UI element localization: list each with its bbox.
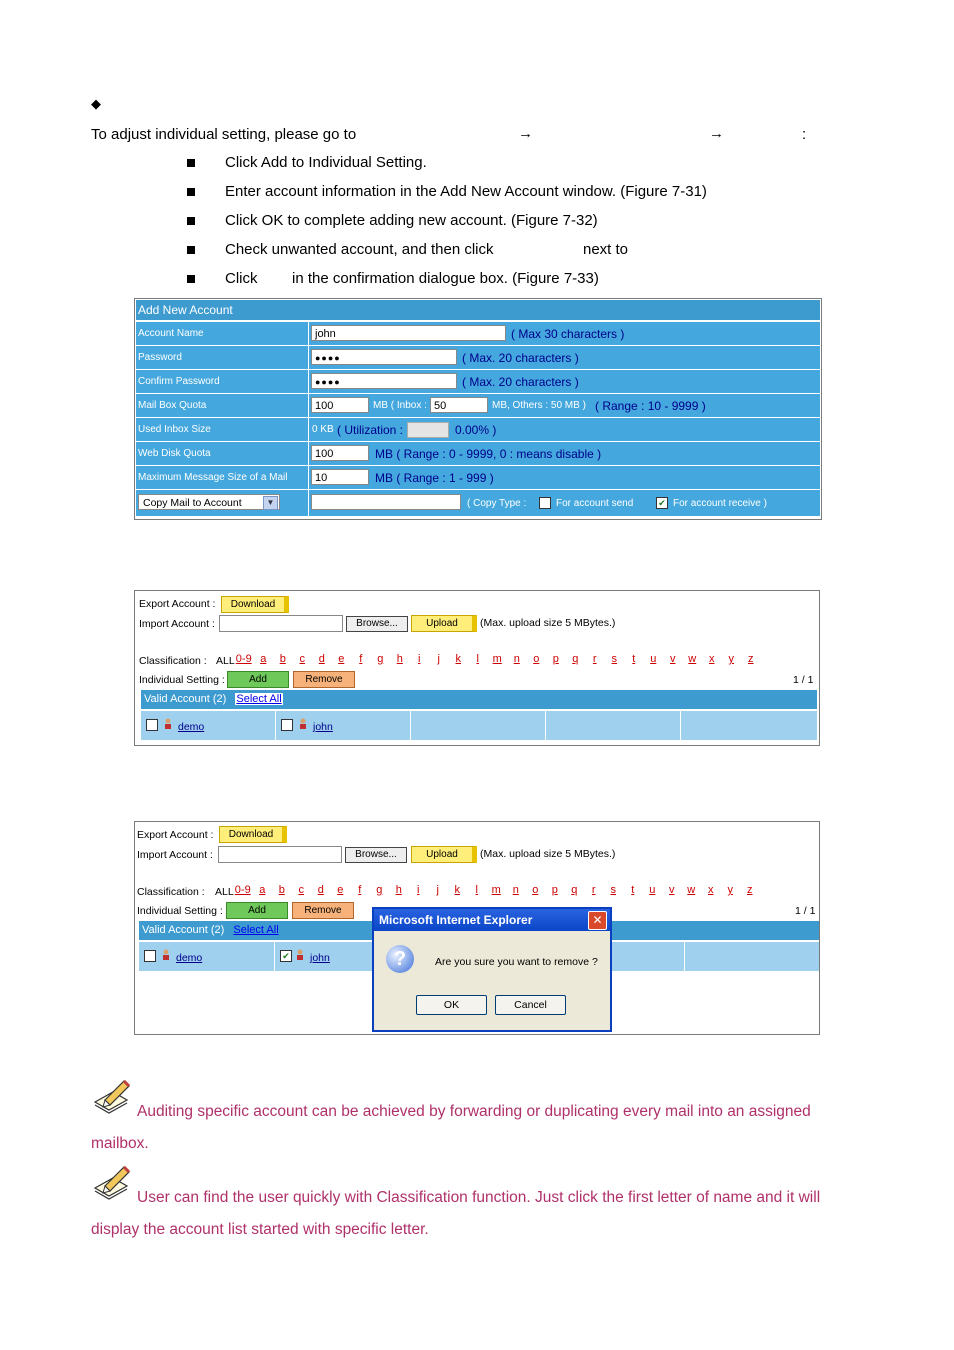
- step-4-suffix: next to: [583, 241, 629, 258]
- account-cell: [141, 711, 276, 740]
- classification-letter[interactable]: b: [278, 884, 285, 896]
- classification-letter[interactable]: z: [747, 884, 753, 896]
- dialog-title: [374, 909, 610, 931]
- classification-letter[interactable]: o: [533, 653, 540, 665]
- copy-mail-select[interactable]: [138, 494, 280, 510]
- diamond-bullet: ◆: [91, 96, 101, 111]
- valid-account-count: Valid Account (2): [142, 924, 225, 936]
- cancel-button[interactable]: Cancel: [495, 995, 566, 1015]
- for-receive-checkbox[interactable]: ✔: [656, 497, 668, 509]
- classification-letter[interactable]: k: [455, 653, 461, 665]
- classification-letter[interactable]: m: [492, 653, 502, 665]
- account-name-input[interactable]: john: [311, 325, 506, 341]
- account-cell-empty: [681, 711, 816, 740]
- select-all-link[interactable]: Select All: [236, 693, 282, 705]
- mailbox-range-hint: ( Range : 10 - 9999 ): [595, 399, 706, 413]
- note-2-line-1: User can find the user quickly with Classification function. Just click the first letter of name and it will: [137, 1189, 821, 1206]
- classification-letter[interactable]: y: [727, 884, 733, 896]
- classification-letter[interactable]: t: [631, 884, 635, 896]
- step-1: Click Add to Individual Setting.: [225, 154, 427, 171]
- classification-letter[interactable]: p: [551, 884, 558, 896]
- for-send-checkbox[interactable]: [539, 497, 551, 509]
- classification-letter[interactable]: x: [708, 884, 714, 896]
- web-disk-label: Web Disk Quota: [138, 448, 211, 459]
- max-message-input[interactable]: 10: [311, 469, 369, 485]
- arrow-icon: →: [709, 125, 724, 142]
- pager: 1 / 1: [795, 905, 816, 917]
- browse-button[interactable]: Browse...: [345, 847, 407, 863]
- note-pencil-icon: [91, 1078, 131, 1116]
- select-all-link[interactable]: Select All: [233, 924, 279, 936]
- upload-button[interactable]: Upload: [411, 846, 477, 863]
- classification-letter[interactable]: q: [572, 653, 579, 665]
- square-bullet: [187, 246, 195, 254]
- classification-letter[interactable]: m: [491, 884, 501, 896]
- classification-letter[interactable]: g: [376, 884, 383, 896]
- note-2-line-2: display the account list started with specific letter.: [91, 1221, 429, 1238]
- dialog-title-text: Microsoft Internet Explorer: [379, 913, 533, 927]
- classification-letter[interactable]: f: [359, 653, 363, 665]
- valid-account-bar: [141, 690, 817, 709]
- classification-letter[interactable]: b: [279, 653, 286, 665]
- account-cell-empty: [546, 711, 681, 740]
- classification-letter[interactable]: r: [592, 653, 597, 665]
- export-label: Export Account :: [137, 829, 214, 841]
- step-5: Click: [225, 270, 258, 287]
- classification-letter[interactable]: v: [669, 884, 675, 896]
- classification-letter[interactable]: d: [318, 653, 325, 665]
- upload-hint: (Max. upload size 5 MBytes.): [480, 617, 616, 629]
- classification-letter[interactable]: 0-9: [234, 884, 251, 896]
- classification-letter[interactable]: g: [377, 653, 384, 665]
- account-link-john[interactable]: john: [313, 721, 333, 733]
- classification-letter[interactable]: l: [476, 653, 479, 665]
- import-file-input[interactable]: [219, 615, 343, 632]
- classification-letter[interactable]: i: [418, 653, 421, 665]
- confirm-password-row: [136, 370, 820, 393]
- account-name-row: [136, 322, 820, 345]
- square-bullet: [187, 188, 195, 196]
- remove-button[interactable]: Remove: [292, 902, 354, 919]
- classification-letter[interactable]: 0-9: [235, 653, 252, 665]
- account-name-label: Account Name: [138, 328, 204, 339]
- square-bullet: [187, 217, 195, 225]
- square-bullet: [187, 275, 195, 283]
- add-button[interactable]: Add: [226, 902, 288, 919]
- copy-type-label: ( Copy Type :: [467, 498, 527, 509]
- utilization-percent: 0.00% ): [455, 423, 497, 437]
- question-icon: ?: [386, 945, 414, 973]
- confirm-password-label: Confirm Password: [138, 376, 220, 387]
- used-inbox-row: [136, 418, 820, 441]
- intro-colon: :: [802, 126, 807, 143]
- export-label: Export Account :: [139, 598, 216, 610]
- classification-letter[interactable]: f: [358, 884, 362, 896]
- account-link-demo[interactable]: demo: [176, 952, 203, 964]
- add-new-account-form: [134, 298, 822, 520]
- note-1-line-1: Auditing specific account can be achieved by forwarding or duplicating every mail into an assigned: [137, 1103, 811, 1120]
- classification-letter[interactable]: z: [748, 653, 754, 665]
- account-checkbox-john[interactable]: [281, 719, 293, 731]
- account-checkbox-john-checked[interactable]: ✔: [280, 950, 292, 962]
- classification-all[interactable]: ALL: [215, 886, 234, 898]
- classification-letter[interactable]: n: [513, 653, 520, 665]
- ok-button[interactable]: OK: [416, 995, 487, 1015]
- classification-letter[interactable]: l: [475, 884, 478, 896]
- account-checkbox-demo[interactable]: [146, 719, 158, 731]
- account-name-hint: ( Max 30 characters ): [511, 327, 625, 341]
- for-send-label: For account send: [556, 498, 634, 509]
- dialog-message: Are you sure you want to remove ?: [435, 956, 598, 968]
- classification-letter[interactable]: y: [728, 653, 734, 665]
- classification-letter[interactable]: r: [591, 884, 596, 896]
- password-label: Password: [138, 352, 182, 363]
- intro-text: To adjust individual setting, please go to: [91, 126, 357, 143]
- step-4: Check unwanted account, and then click: [225, 241, 494, 258]
- classification-letter[interactable]: k: [454, 884, 460, 896]
- upload-button[interactable]: Upload: [411, 615, 477, 632]
- account-link-demo[interactable]: demo: [178, 721, 205, 733]
- step-5-suffix: in the confirmation dialogue box. (Figure 7-33): [292, 270, 599, 287]
- individual-setting-label: Individual Setting :: [137, 905, 223, 917]
- form-title: Add New Account: [136, 300, 820, 320]
- account-cell: [139, 942, 275, 971]
- classification-letter[interactable]: o: [532, 884, 539, 896]
- classification-letter[interactable]: h: [396, 653, 403, 665]
- classification-letter[interactable]: q: [571, 884, 578, 896]
- browse-button[interactable]: Browse...: [346, 616, 408, 632]
- web-disk-input[interactable]: 100: [311, 445, 369, 461]
- classification-letter[interactable]: a: [260, 653, 267, 665]
- classification-letter[interactable]: s: [610, 884, 616, 896]
- mailbox-quota-label: Mail Box Quota: [138, 400, 207, 411]
- individual-setting-label: Individual Setting :: [139, 674, 225, 686]
- for-receive-label: For account receive ): [673, 498, 767, 509]
- utilization-bar: [407, 422, 449, 438]
- classification-letter[interactable]: j: [437, 653, 440, 665]
- step-2: Enter account information in the Add New Account window. (Figure 7-31): [225, 183, 707, 200]
- account-cell-empty: [684, 942, 820, 971]
- password-hint: ( Max. 20 characters ): [462, 351, 579, 365]
- download-button[interactable]: Download: [221, 596, 289, 613]
- classification-letter[interactable]: u: [650, 653, 657, 665]
- step-3: Click OK to complete adding new account. (Figure 7-32): [225, 212, 598, 229]
- classification-letter[interactable]: c: [298, 884, 304, 896]
- classification-letter[interactable]: n: [512, 884, 519, 896]
- account-list-panel: [134, 590, 820, 746]
- classification-letter[interactable]: v: [670, 653, 676, 665]
- password-input[interactable]: ●●●●: [311, 349, 457, 365]
- classification-letter[interactable]: w: [687, 884, 696, 896]
- account-cell: [276, 711, 411, 740]
- classification-letter[interactable]: u: [649, 884, 656, 896]
- max-message-hint: MB ( Range : 1 - 999 ): [375, 471, 494, 485]
- close-icon[interactable]: ✕: [588, 911, 607, 930]
- classification-letters: [234, 653, 761, 665]
- classification-letter[interactable]: x: [709, 653, 715, 665]
- web-disk-row: [136, 442, 820, 465]
- note-1-line-2: mailbox.: [91, 1135, 149, 1152]
- user-icon: [296, 949, 304, 960]
- copy-mail-row: [136, 490, 820, 516]
- confirm-password-input[interactable]: ●●●●: [311, 373, 457, 389]
- classification-label: Classification :: [137, 886, 205, 898]
- user-icon: [299, 718, 307, 729]
- chevron-down-icon[interactable]: ▼: [263, 496, 278, 510]
- arrow-icon: →: [518, 125, 533, 142]
- classification-letter[interactable]: s: [611, 653, 617, 665]
- web-disk-hint: MB ( Range : 0 - 9999, 0 : means disable ): [375, 447, 602, 461]
- classification-letter[interactable]: w: [688, 653, 697, 665]
- mailbox-quota-row: [136, 394, 820, 417]
- import-label: Import Account :: [137, 849, 213, 861]
- account-cell-empty: [411, 711, 546, 740]
- mailbox-inbox-label: MB ( Inbox :: [373, 400, 427, 411]
- classification-letter[interactable]: c: [299, 653, 305, 665]
- mailbox-quota-input[interactable]: 100: [311, 397, 369, 413]
- max-message-row: [136, 466, 820, 489]
- password-row: [136, 346, 820, 369]
- classification-letter[interactable]: j: [436, 884, 439, 896]
- user-icon: [162, 949, 170, 960]
- classification-letter[interactable]: e: [337, 884, 344, 896]
- account-grid: [141, 711, 817, 740]
- copy-mail-input[interactable]: [311, 494, 461, 510]
- import-label: Import Account :: [139, 618, 215, 630]
- copy-mail-select-value: Copy Mail to Account: [143, 497, 242, 509]
- classification-letters: [233, 884, 760, 896]
- confirm-dialog: [372, 907, 612, 1032]
- note-pencil-icon: [91, 1164, 131, 1202]
- download-button[interactable]: Download: [219, 826, 287, 843]
- account-link-john[interactable]: john: [310, 952, 330, 964]
- valid-account-count: Valid Account (2): [144, 693, 227, 705]
- classification-letter[interactable]: t: [632, 653, 636, 665]
- classification-letter[interactable]: i: [417, 884, 420, 896]
- max-message-label: Maximum Message Size of a Mail: [138, 472, 288, 483]
- classification-letter[interactable]: h: [395, 884, 402, 896]
- utilization-label: ( Utilization :: [337, 423, 404, 437]
- classification-letter[interactable]: p: [552, 653, 559, 665]
- used-inbox-size: 0 KB: [312, 424, 334, 435]
- account-checkbox-demo[interactable]: [144, 950, 156, 962]
- import-file-input[interactable]: [218, 846, 342, 863]
- used-inbox-label: Used Inbox Size: [138, 424, 211, 435]
- mailbox-others-label: MB, Others : 50 MB ): [492, 400, 586, 411]
- classification-letter[interactable]: e: [338, 653, 345, 665]
- upload-hint: (Max. upload size 5 MBytes.): [480, 848, 616, 860]
- user-icon: [164, 718, 172, 729]
- square-bullet: [187, 159, 195, 167]
- confirm-password-hint: ( Max. 20 characters ): [462, 375, 579, 389]
- inbox-quota-input[interactable]: 50: [430, 397, 488, 413]
- classification-letter[interactable]: d: [317, 884, 324, 896]
- classification-letter[interactable]: a: [259, 884, 266, 896]
- pager: 1 / 1: [793, 674, 814, 686]
- add-button[interactable]: Add: [227, 671, 289, 688]
- classification-label: Classification :: [139, 655, 207, 667]
- classification-all[interactable]: ALL: [216, 655, 235, 667]
- remove-button[interactable]: Remove: [293, 671, 355, 688]
